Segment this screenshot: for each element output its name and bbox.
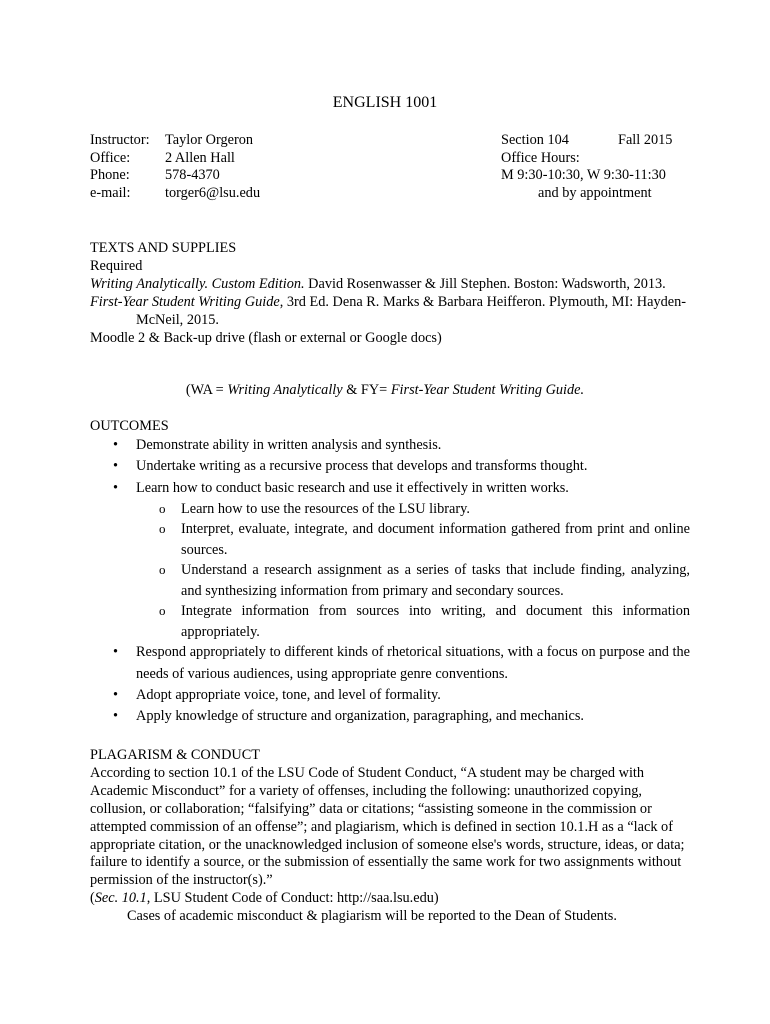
office-row (90, 150, 260, 168)
note-part-d: First-Year Student Writing Guide. (390, 382, 585, 398)
conduct-final: Cases of academic misconduct & plagiarism will be reported to the Dean of Students. (127, 908, 617, 925)
conduct-heading: PLAGARISM & CONDUCT (90, 747, 260, 763)
office-value: 2 Allen Hall (165, 149, 235, 166)
instructor-row (90, 132, 260, 150)
instructor-name: Taylor Orgeron (165, 132, 254, 148)
book-1-details: David Rosenwasser & Jill Stephen. Boston: Wadsworth, 2013. (304, 276, 666, 292)
phone-row (90, 167, 260, 185)
phone-label: Phone: (90, 167, 130, 184)
book-2-title: First-Year Student Writing Guide (90, 294, 280, 310)
note-part-b: Writing Analytically (227, 382, 343, 398)
abbreviation-note (0, 382, 770, 399)
citation-rest: , LSU Student Code of Conduct: http://saa.lsu.edu) (146, 890, 439, 907)
book-1 (90, 275, 690, 293)
appointment-note: and by appointment (538, 185, 652, 202)
section-number: Section 104 (501, 132, 569, 148)
office-label: Office: (90, 149, 131, 166)
email-value: torger6@lsu.edu (165, 185, 261, 202)
outcome-item-text: Learn how to conduct basic research and use it effectively in written works. (136, 479, 569, 496)
section-row (501, 132, 672, 150)
book-2-details: , 3rd Ed. Dena R. Marks & Barbara Heifferon. Plymouth, MI: Hayden-McNeil, 2015. (136, 294, 687, 328)
outcome-item: • Adopt appropriate voice, tone, and level of formality. (90, 685, 690, 706)
instructor-label: Instructor: (90, 132, 150, 148)
outcome-item: • Apply knowledge of structure and organization, paragraphing, and mechanics. (90, 706, 690, 727)
supplies-line: Moodle 2 & Back-up drive (flash or external or Google docs) (90, 330, 442, 346)
citation-section: Sec. 10.1 (94, 890, 147, 907)
instructor-info (90, 132, 260, 203)
note-part-c: & FY= (342, 382, 391, 398)
office-hours: M 9:30-10:30, W 9:30-11:30 (501, 167, 666, 184)
conduct-section (90, 747, 690, 926)
office-hours-label: Office Hours: (501, 149, 580, 166)
conduct-citation (90, 890, 690, 908)
outcome-item: • Respond appropriately to different kinds of rhetorical situations, with a focus on purpose and the needs of various audiences, using appropriate genre conventions. (90, 642, 690, 685)
outcome-subitem: o Learn how to use the resources of the LSU library. (90, 499, 690, 520)
texts-section (90, 239, 690, 347)
book-2 (90, 293, 690, 329)
outcome-item: • Demonstrate ability in written analysis and synthesis. (90, 435, 690, 456)
outcome-subitem: o Integrate information from sources into writing, and document this information appropriately. (90, 601, 690, 642)
citation-open: ( (90, 890, 95, 907)
note-part-a: (WA = (185, 382, 228, 398)
conduct-paragraph: According to section 10.1 of the LSU Code of Student Conduct, “A student may be charged with Academic Misconduct” for a variety of offenses, including the following: unauthorized copying, collusion, or collaboration; “falsifying” data or citations; “assisting someone in the commission or attempted commission of an offense”; and plagiarism, which is defined in section 10.1.H as a “lack of appropriate citation, or the unacknowledged inclusion of someone else's words, structure, ideas, or data; failure to identify a source, or the submission of essentially the same work for two assignments without permission of the instructor(s).” (90, 764, 685, 889)
outcomes-heading: OUTCOMES (90, 418, 169, 434)
course-title: ENGLISH 1001 (332, 94, 438, 111)
outcomes-list (90, 435, 690, 728)
phone-value: 578-4370 (165, 167, 220, 184)
outcome-subitem: o Interpret, evaluate, integrate, and document information gathered from print and online sources. (90, 519, 690, 560)
section-info (501, 132, 672, 203)
outcome-item (90, 478, 690, 643)
texts-heading: TEXTS AND SUPPLIES (90, 240, 237, 256)
email-row (90, 185, 260, 203)
texts-required: Required (90, 258, 143, 274)
outcomes-section (90, 417, 690, 728)
outcome-subitem: o Understand a research assignment as a series of tasks that include finding, analyzing, and synthesizing information from primary and secondary sources. (90, 560, 690, 601)
outcome-item: • Undertake writing as a recursive process that develops and transforms thought. (90, 456, 690, 477)
book-1-title: Writing Analytically. Custom Edition. (90, 276, 305, 292)
outcome-sublist (136, 499, 690, 643)
email-label: e-mail: (90, 185, 131, 202)
term: Fall 2015 (618, 132, 673, 148)
